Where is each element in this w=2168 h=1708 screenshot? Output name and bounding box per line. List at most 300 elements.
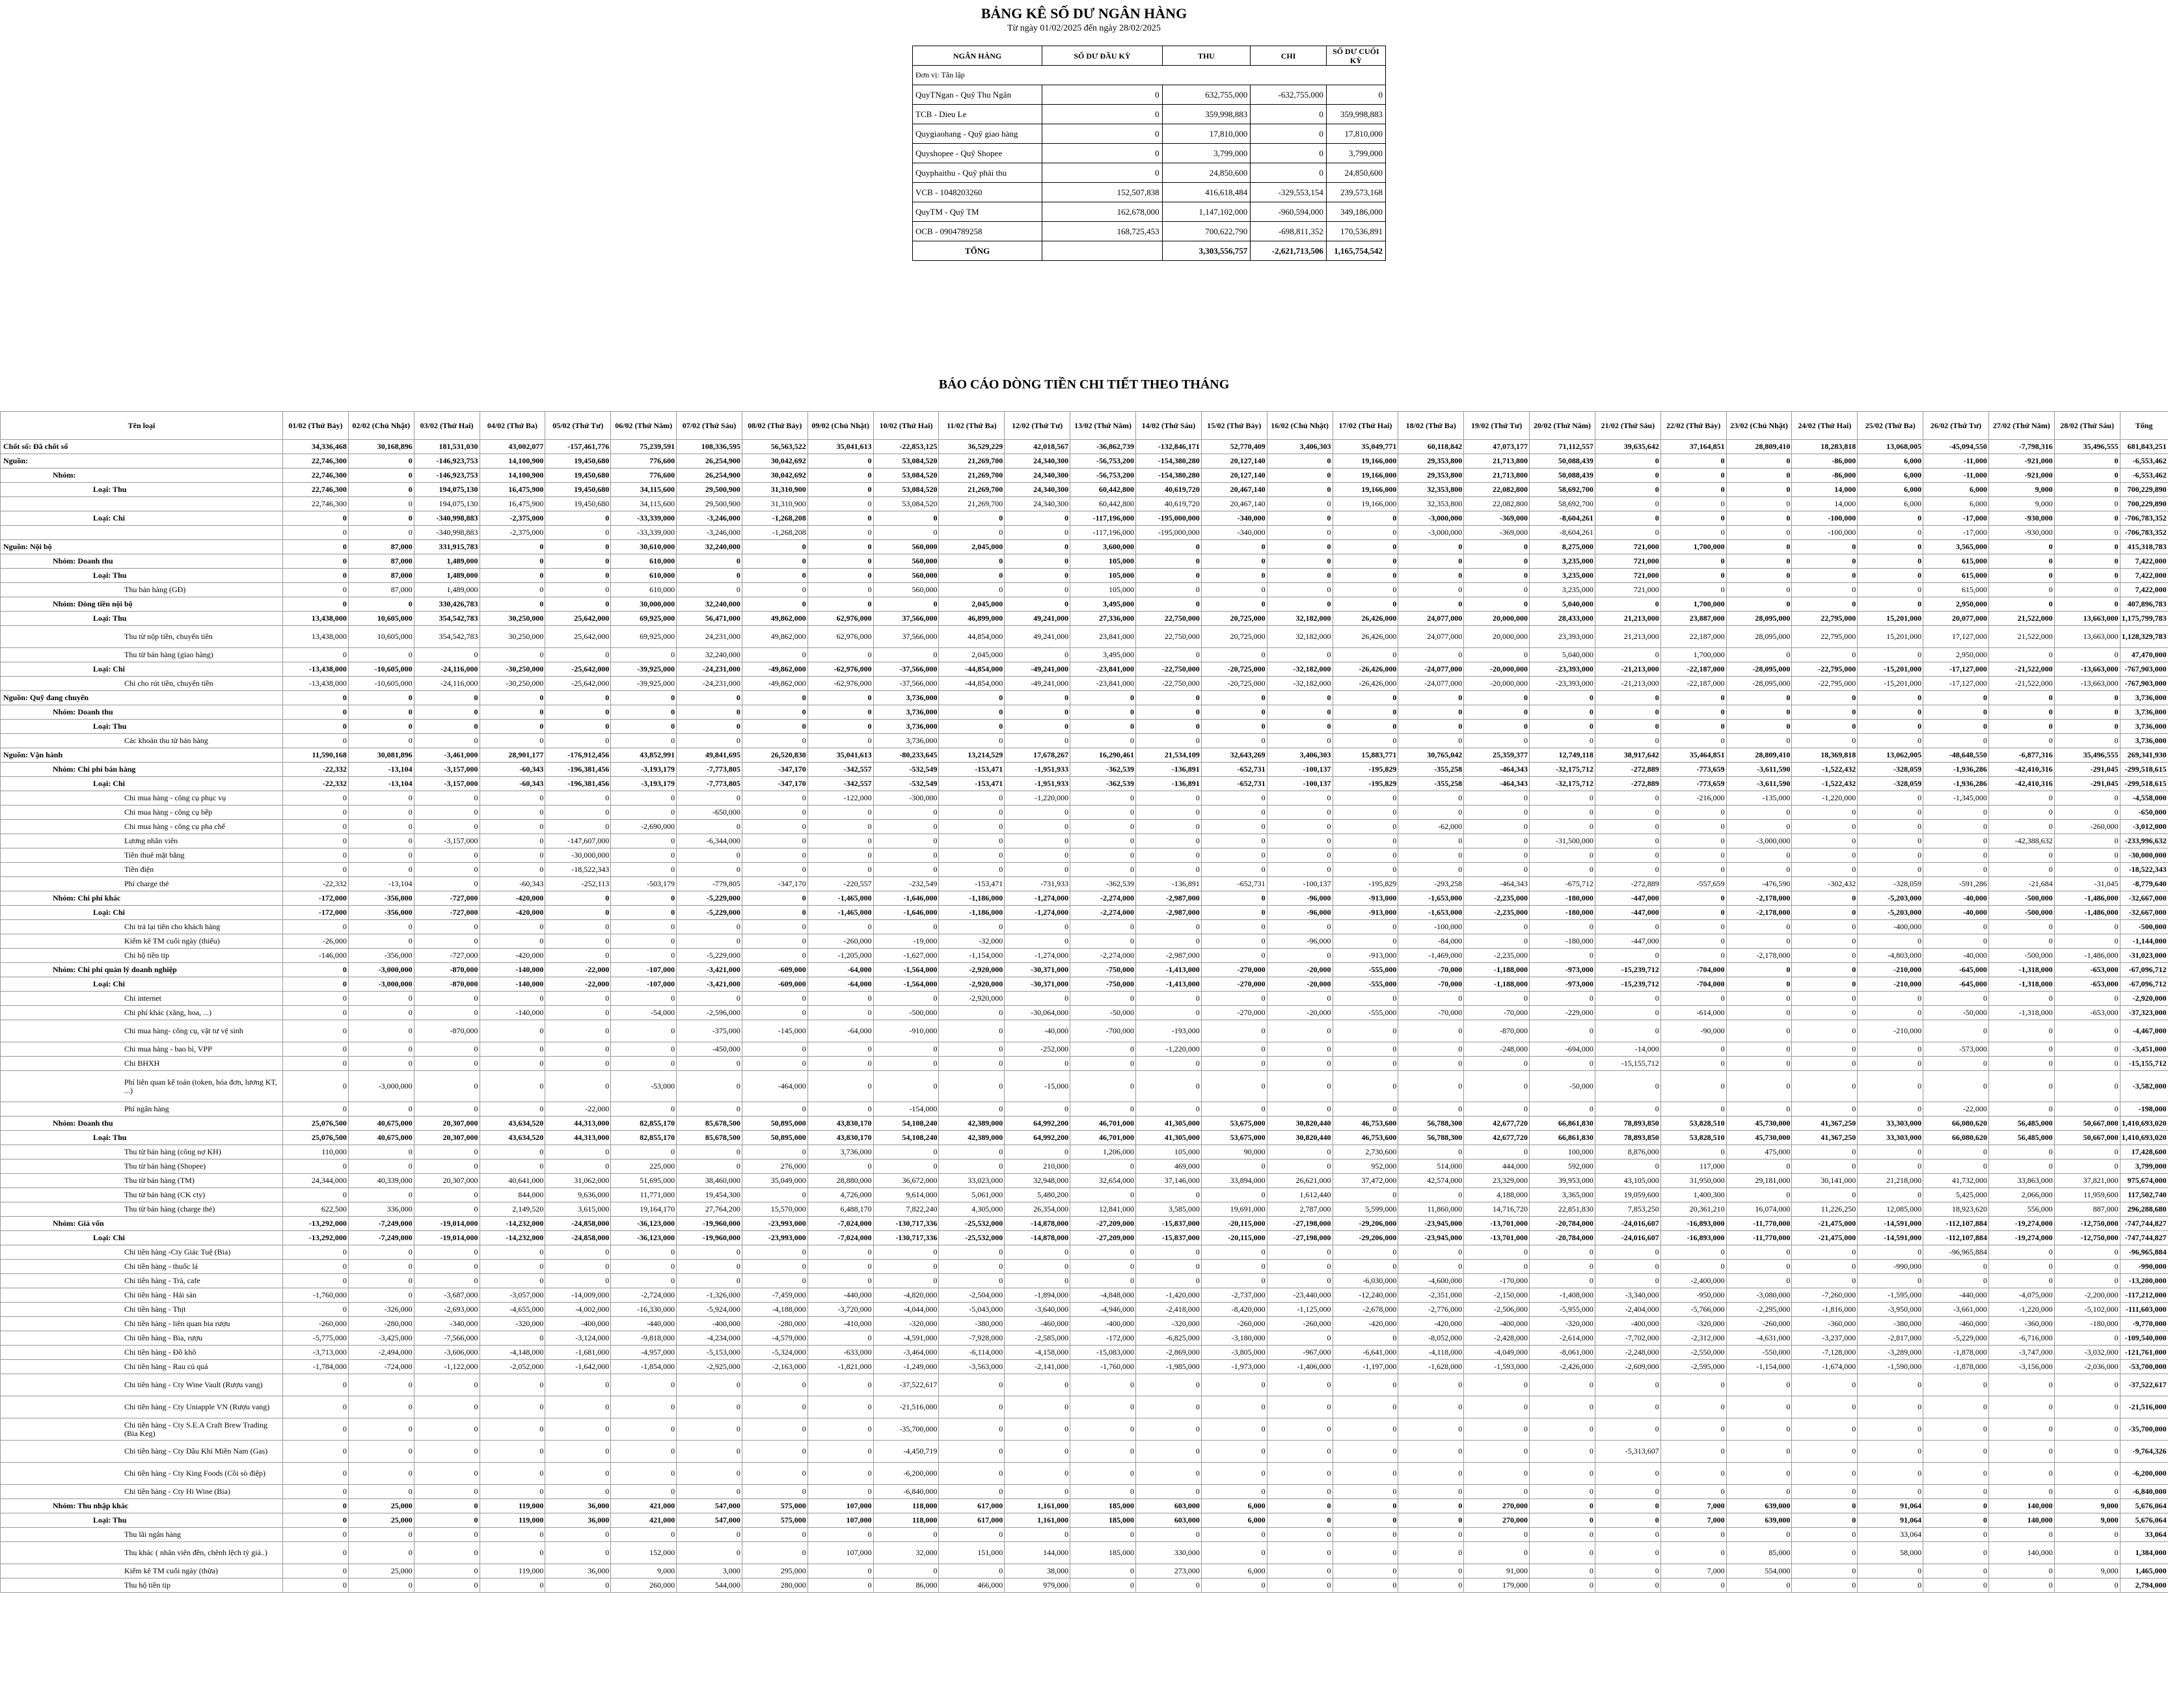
amount-cell: 24,344,000 [283, 1174, 349, 1188]
amount-cell: 0 [1595, 834, 1660, 848]
amount-cell: 0 [1070, 791, 1136, 806]
header-date: 27/02 (Thứ Năm) [1988, 412, 2054, 440]
amount-cell: 0 [1135, 1071, 1201, 1102]
amount-cell: 0 [1726, 1463, 1792, 1485]
amount-cell: 0 [480, 1260, 545, 1274]
amount-cell: 0 [348, 1145, 414, 1159]
amount-cell: 0 [807, 569, 873, 583]
amount-cell: 3,799,000 [1326, 144, 1385, 163]
amount-cell: -27,209,000 [1070, 1217, 1136, 1231]
amount-cell: -117,212,000 [2120, 1288, 2168, 1303]
row-label: Chi tiền hàng - Cty S.E.A Craft Brew Trading (Bia Keg) [1, 1418, 283, 1441]
amount-cell: 2,950,000 [1923, 648, 1989, 662]
amount-cell: 721,000 [1595, 540, 1660, 554]
cashflow-row [1, 705, 2168, 720]
amount-cell: -27,198,000 [1267, 1217, 1333, 1231]
amount-cell: 0 [939, 1006, 1005, 1020]
amount-cell: 0 [480, 720, 545, 734]
amount-cell: 700,229,890 [2120, 483, 2168, 497]
cashflow-row [1, 1485, 2168, 1499]
amount-cell: 0 [1333, 791, 1398, 806]
amount-cell: 0 [1135, 1274, 1201, 1288]
amount-cell: -747,744,827 [2120, 1217, 2168, 1231]
amount-cell: 0 [1595, 1528, 1660, 1542]
amount-cell: 0 [1398, 1579, 1464, 1593]
amount-cell: -291,045 [2054, 763, 2120, 777]
amount-cell: -140,000 [480, 1006, 545, 1020]
amount-cell: -13,663,000 [2054, 662, 2120, 677]
amount-cell: 0 [742, 863, 807, 877]
amount-cell: 185,000 [1070, 1542, 1136, 1564]
amount-cell: 0 [1595, 1463, 1660, 1485]
amount-cell: -8,779,640 [2120, 877, 2168, 891]
amount-cell: 0 [1988, 1418, 2054, 1441]
amount-cell: 0 [1988, 1374, 2054, 1396]
amount-cell: 0 [414, 1564, 480, 1579]
amount-cell: 0 [1005, 1102, 1070, 1117]
amount-cell: 0 [1267, 834, 1333, 848]
amount-cell: -1,345,000 [1923, 791, 1989, 806]
amount-cell: 0 [1792, 1006, 1858, 1020]
amount-cell: -193,000 [1135, 1020, 1201, 1042]
amount-cell: 610,000 [611, 554, 677, 569]
amount-cell: -3,157,000 [414, 777, 480, 791]
amount-cell: -23,945,000 [1398, 1217, 1464, 1231]
header-date: 22/02 (Thứ Bảy) [1660, 412, 1726, 440]
amount-cell: 6,000 [1201, 1513, 1267, 1528]
amount-cell: 0 [1464, 1245, 1530, 1260]
amount-cell: -130,717,336 [873, 1231, 939, 1245]
amount-cell: -3,461,000 [414, 748, 480, 763]
amount-cell: -380,000 [1858, 1317, 1923, 1331]
amount-cell: 0 [1398, 720, 1464, 734]
amount-cell: 0 [1595, 691, 1660, 705]
amount-cell: 0 [1792, 1245, 1858, 1260]
amount-cell: 0 [1267, 1274, 1333, 1288]
cashflow-row [1, 1145, 2168, 1159]
amount-cell: 0 [545, 734, 611, 748]
amount-cell: -270,000 [1201, 963, 1267, 977]
amount-cell: 0 [283, 1071, 349, 1102]
amount-cell: -1,486,000 [2054, 949, 2120, 963]
amount-cell: 21,269,700 [939, 454, 1005, 468]
amount-cell: 17,810,000 [1162, 124, 1251, 144]
amount-cell: 0 [1005, 691, 1070, 705]
amount-cell: 38,917,642 [1595, 748, 1660, 763]
header-date: 13/02 (Thứ Năm) [1070, 412, 1136, 440]
amount-cell: 32,000 [873, 1542, 939, 1564]
amount-cell: 0 [1858, 734, 1923, 748]
amount-cell: 0 [1792, 1145, 1858, 1159]
amount-cell: 30,820,440 [1267, 1117, 1333, 1131]
bank-row [913, 183, 1386, 202]
amount-cell: 0 [1201, 1245, 1267, 1260]
amount-cell: -420,000 [480, 891, 545, 906]
amount-cell: 0 [1858, 1396, 1923, 1418]
amount-cell: -270,000 [1201, 977, 1267, 992]
amount-cell: -609,000 [742, 963, 807, 977]
amount-cell: -14,878,000 [1005, 1231, 1070, 1245]
amount-cell: 0 [939, 863, 1005, 877]
amount-cell: 0 [1201, 1396, 1267, 1418]
amount-cell: 0 [414, 920, 480, 934]
amount-cell: 87,000 [348, 554, 414, 569]
amount-cell: 0 [545, 934, 611, 949]
amount-cell: 0 [873, 597, 939, 612]
amount-cell: -464,000 [742, 1071, 807, 1102]
amount-cell: 0 [2054, 705, 2120, 720]
amount-cell: -272,889 [1595, 777, 1660, 791]
cashflow-row [1, 1159, 2168, 1174]
amount-cell: 0 [939, 734, 1005, 748]
amount-cell: 610,000 [611, 583, 677, 597]
amount-cell: 0 [1792, 1499, 1858, 1513]
amount-cell: -14,232,000 [480, 1217, 545, 1231]
amount-cell: 53,828,510 [1660, 1131, 1726, 1145]
amount-cell: 19,166,000 [1333, 497, 1398, 511]
amount-cell: 22,750,000 [1135, 626, 1201, 648]
cashflow-row [1, 1441, 2168, 1463]
amount-cell: -3,193,179 [611, 777, 677, 791]
amount-cell: 0 [480, 583, 545, 597]
amount-cell: 0 [480, 1485, 545, 1499]
amount-cell: -1,936,286 [1923, 777, 1989, 791]
amount-cell: -195,829 [1333, 877, 1398, 891]
amount-cell: -176,912,456 [545, 748, 611, 763]
amount-cell: 0 [1595, 648, 1660, 662]
amount-cell: 0 [1267, 540, 1333, 554]
amount-cell: 0 [1858, 1042, 1923, 1057]
amount-cell: 0 [742, 540, 807, 554]
amount-cell: 0 [807, 1463, 873, 1485]
amount-cell: 22,746,300 [283, 468, 349, 483]
amount-cell: -100,137 [1267, 877, 1333, 891]
amount-cell: -3,464,000 [873, 1346, 939, 1360]
amount-cell: 0 [1792, 1260, 1858, 1274]
amount-cell: 349,186,000 [1326, 202, 1385, 222]
amount-cell: 2,045,000 [939, 648, 1005, 662]
cashflow-row [1, 1006, 2168, 1020]
amount-cell: -170,000 [1464, 1274, 1530, 1288]
row-label: Nhóm: Chi phí quản lý doanh nghiệp [1, 963, 283, 977]
amount-cell: -196,381,456 [545, 777, 611, 791]
amount-cell: 0 [1398, 705, 1464, 720]
amount-cell: 0 [873, 648, 939, 662]
amount-cell: 700,229,890 [2120, 497, 2168, 511]
amount-cell: -694,000 [1530, 1042, 1595, 1057]
amount-cell: 0 [1660, 1396, 1726, 1418]
bank-row [913, 124, 1386, 144]
amount-cell: 0 [611, 906, 677, 920]
amount-cell: 610,000 [611, 569, 677, 583]
amount-cell: -1,681,000 [545, 1346, 611, 1360]
amount-cell: -23,841,000 [1070, 662, 1136, 677]
amount-cell: -25,642,000 [545, 677, 611, 691]
amount-cell: 0 [1005, 511, 1070, 526]
amount-cell: 0 [2054, 540, 2120, 554]
amount-cell: -4,820,000 [873, 1288, 939, 1303]
amount-cell: 0 [2054, 468, 2120, 483]
amount-cell: 0 [1923, 820, 1989, 834]
amount-cell: 0 [1530, 1374, 1595, 1396]
amount-cell: 0 [1267, 691, 1333, 705]
amount-cell: 0 [1792, 834, 1858, 848]
amount-cell: 0 [480, 920, 545, 934]
cashflow-row [1, 440, 2168, 454]
amount-cell: 0 [545, 806, 611, 820]
amount-cell: -195,829 [1333, 763, 1398, 777]
amount-cell: 0 [283, 1513, 349, 1528]
amount-cell: 0 [1660, 1145, 1726, 1159]
amount-cell: 19,450,680 [545, 483, 611, 497]
amount-cell: -62,000 [1398, 820, 1464, 834]
amount-cell: 0 [742, 1145, 807, 1159]
amount-cell: 560,000 [873, 569, 939, 583]
row-label: Thu từ bán hàng (công nợ KH) [1, 1145, 283, 1159]
amount-cell: -195,829 [1333, 777, 1398, 791]
amount-cell: 3,600,000 [1070, 540, 1136, 554]
amount-cell: -15,201,000 [1858, 662, 1923, 677]
amount-cell: -252,000 [1005, 1042, 1070, 1057]
amount-cell: 3,736,000 [873, 734, 939, 748]
amount-cell: 185,000 [1070, 1499, 1136, 1513]
amount-cell: 617,000 [939, 1499, 1005, 1513]
amount-cell: 0 [1464, 720, 1530, 734]
amount-cell: 27,764,200 [677, 1202, 742, 1217]
amount-cell: 0 [807, 1260, 873, 1274]
amount-cell: -870,000 [414, 1020, 480, 1042]
amount-cell: 0 [283, 511, 349, 526]
amount-cell: 0 [873, 1042, 939, 1057]
amount-cell: 32,182,000 [1267, 626, 1333, 648]
amount-cell: -1,122,000 [414, 1360, 480, 1374]
row-label [1, 497, 283, 511]
amount-cell: 0 [742, 691, 807, 705]
amount-cell: -67,096,712 [2120, 963, 2168, 977]
amount-cell: 85,678,500 [677, 1117, 742, 1131]
header-closing: SỐ DƯ CUỐI KỲ [1326, 46, 1385, 66]
amount-cell: -3,000,000 [1726, 834, 1792, 848]
amount-cell: 40,641,000 [480, 1174, 545, 1188]
amount-cell: 0 [939, 1102, 1005, 1117]
amount-cell: 0 [939, 1396, 1005, 1418]
amount-cell: -147,607,000 [545, 834, 611, 848]
amount-cell: 0 [1005, 934, 1070, 949]
amount-cell: -4,600,000 [1398, 1274, 1464, 1288]
amount-cell: 7,000 [1660, 1499, 1726, 1513]
amount-cell: -8,604,261 [1530, 511, 1595, 526]
amount-cell: 37,566,000 [873, 626, 939, 648]
amount-cell: 0 [1135, 848, 1201, 863]
amount-cell: 975,674,000 [2120, 1174, 2168, 1188]
amount-cell: 13,214,529 [939, 748, 1005, 763]
amount-cell: 0 [1726, 1441, 1792, 1463]
amount-cell: 0 [1070, 1441, 1136, 1463]
amount-cell: 0 [545, 597, 611, 612]
amount-cell: -440,000 [1923, 1288, 1989, 1303]
amount-cell: 0 [480, 554, 545, 569]
amount-cell: 0 [1923, 1579, 1989, 1593]
amount-cell: 0 [480, 597, 545, 612]
amount-cell: -50,000 [1070, 1006, 1136, 1020]
amount-cell: 617,000 [939, 1513, 1005, 1528]
amount-cell: 0 [1530, 949, 1595, 963]
amount-cell: 0 [611, 1057, 677, 1071]
amount-cell: 53,084,520 [873, 454, 939, 468]
amount-cell: -4,158,000 [1005, 1346, 1070, 1360]
amount-cell: 22,082,800 [1464, 483, 1530, 497]
amount-cell: -870,000 [414, 963, 480, 977]
amount-cell: 0 [742, 734, 807, 748]
cashflow-row [1, 1360, 2168, 1374]
amount-cell: -9,764,326 [2120, 1441, 2168, 1463]
amount-cell: 0 [2054, 1463, 2120, 1485]
amount-cell: 0 [1660, 992, 1726, 1006]
amount-cell: -2,375,000 [480, 511, 545, 526]
amount-cell: 0 [283, 1020, 349, 1042]
amount-cell: -154,000 [873, 1102, 939, 1117]
amount-cell: -24,231,000 [677, 662, 742, 677]
amount-cell: 0 [414, 1374, 480, 1396]
amount-cell: 0 [1530, 1396, 1595, 1418]
amount-cell: 0 [677, 848, 742, 863]
amount-cell: -632,755,000 [1251, 85, 1327, 105]
amount-cell: 0 [1464, 992, 1530, 1006]
amount-cell: 5,040,000 [1530, 648, 1595, 662]
amount-cell: 78,893,850 [1595, 1117, 1660, 1131]
amount-cell: 44,313,000 [545, 1131, 611, 1145]
amount-cell: 0 [1267, 920, 1333, 934]
amount-cell: -2,312,000 [1660, 1331, 1726, 1346]
amount-cell: -16,893,000 [1660, 1231, 1726, 1245]
amount-cell: -1,408,000 [1530, 1288, 1595, 1303]
amount-cell: -216,000 [1660, 791, 1726, 806]
amount-cell: 42,389,000 [939, 1131, 1005, 1145]
amount-cell: 0 [1070, 848, 1136, 863]
amount-cell: -3,340,000 [1595, 1288, 1660, 1303]
amount-cell: 3,736,000 [2120, 705, 2168, 720]
amount-cell: 0 [348, 920, 414, 934]
amount-cell: 0 [1792, 554, 1858, 569]
amount-cell: -20,000 [1267, 977, 1333, 992]
amount-cell: 0 [1333, 569, 1398, 583]
amount-cell: 0 [677, 1159, 742, 1174]
amount-cell: 0 [2054, 1245, 2120, 1260]
amount-cell: 20,000,000 [1464, 612, 1530, 626]
amount-cell: 359,998,883 [1326, 105, 1385, 124]
header-date: 23/02 (Chủ Nhật) [1726, 412, 1792, 440]
amount-cell: -650,000 [677, 806, 742, 820]
amount-cell: 0 [2054, 1396, 2120, 1418]
bank-name-cell: TCB - Dieu Le [913, 105, 1042, 124]
amount-cell: 0 [1858, 569, 1923, 583]
amount-cell: 0 [677, 1542, 742, 1564]
amount-cell: -447,000 [1595, 891, 1660, 906]
cashflow-row [1, 1174, 2168, 1188]
amount-cell: 30,250,000 [480, 612, 545, 626]
amount-cell: 15,570,000 [742, 1202, 807, 1217]
amount-cell: 0 [1923, 834, 1989, 848]
amount-cell: 0 [1398, 1260, 1464, 1274]
amount-cell: 0 [742, 1245, 807, 1260]
amount-cell: 0 [1792, 705, 1858, 720]
amount-cell: 0 [1333, 992, 1398, 1006]
amount-cell: 5,425,000 [1923, 1188, 1989, 1202]
amount-cell: 0 [1595, 1542, 1660, 1564]
amount-cell: -3,157,000 [414, 834, 480, 848]
amount-cell: 25,642,000 [545, 626, 611, 648]
amount-cell: 0 [742, 1463, 807, 1485]
amount-cell: 0 [939, 1057, 1005, 1071]
row-label: Các khoản thu từ bán hàng [1, 734, 283, 748]
amount-cell: 0 [611, 1102, 677, 1117]
row-label: Loại: Thu [1, 1513, 283, 1528]
amount-cell: 0 [873, 920, 939, 934]
amount-cell: 0 [1792, 820, 1858, 834]
amount-cell: -500,000 [1988, 891, 2054, 906]
amount-cell: 0 [1464, 834, 1530, 848]
amount-cell: 0 [1333, 583, 1398, 597]
amount-cell: 0 [283, 920, 349, 934]
amount-cell: -460,000 [1005, 1317, 1070, 1331]
amount-cell: 21,269,700 [939, 483, 1005, 497]
amount-cell: 33,894,000 [1201, 1174, 1267, 1188]
amount-cell: 0 [1464, 583, 1530, 597]
amount-cell: 0 [873, 848, 939, 863]
amount-cell: 0 [1726, 1159, 1792, 1174]
amount-cell: 0 [1988, 1564, 2054, 1579]
bank-row [913, 85, 1386, 105]
amount-cell: 26,254,900 [677, 454, 742, 468]
amount-cell: 0 [1792, 691, 1858, 705]
amount-cell: 44,854,000 [939, 626, 1005, 648]
amount-cell: 0 [1464, 540, 1530, 554]
row-label: Nguồn: Vận hành [1, 748, 283, 763]
amount-cell: 0 [677, 705, 742, 720]
amount-cell: 37,472,000 [1333, 1174, 1398, 1188]
amount-cell: 0 [1660, 820, 1726, 834]
amount-cell: 0 [283, 834, 349, 848]
amount-cell: 260,000 [611, 1579, 677, 1593]
amount-cell: 35,049,771 [1333, 440, 1398, 454]
amount-cell: 0 [1464, 791, 1530, 806]
amount-cell: -60,343 [480, 763, 545, 777]
amount-cell: 30,042,692 [742, 454, 807, 468]
amount-cell: -440,000 [611, 1317, 677, 1331]
amount-cell: 0 [1135, 705, 1201, 720]
amount-cell: -2,693,000 [414, 1303, 480, 1317]
cashflow-row [1, 748, 2168, 763]
amount-cell: 100,000 [1530, 1145, 1595, 1159]
amount-cell: 91,000 [1464, 1564, 1530, 1579]
amount-cell: 0 [1660, 1057, 1726, 1071]
amount-cell: -11,770,000 [1726, 1231, 1792, 1245]
amount-cell: 0 [1267, 1071, 1333, 1102]
amount-cell: 0 [1135, 791, 1201, 806]
amount-cell: -22,795,000 [1792, 677, 1858, 691]
row-label: Loại: Chi [1, 511, 283, 526]
amount-cell: 0 [1595, 511, 1660, 526]
amount-cell: -14,591,000 [1858, 1217, 1923, 1231]
amount-cell: 25,076,500 [283, 1117, 349, 1131]
amount-cell: 1,384,000 [2120, 1542, 2168, 1564]
amount-cell: 0 [742, 1485, 807, 1499]
amount-cell: -4,234,000 [677, 1331, 742, 1346]
amount-cell: -136,891 [1135, 777, 1201, 791]
amount-cell: -26,426,000 [1333, 662, 1398, 677]
amount-cell: 0 [1464, 863, 1530, 877]
amount-cell: 0 [742, 906, 807, 920]
